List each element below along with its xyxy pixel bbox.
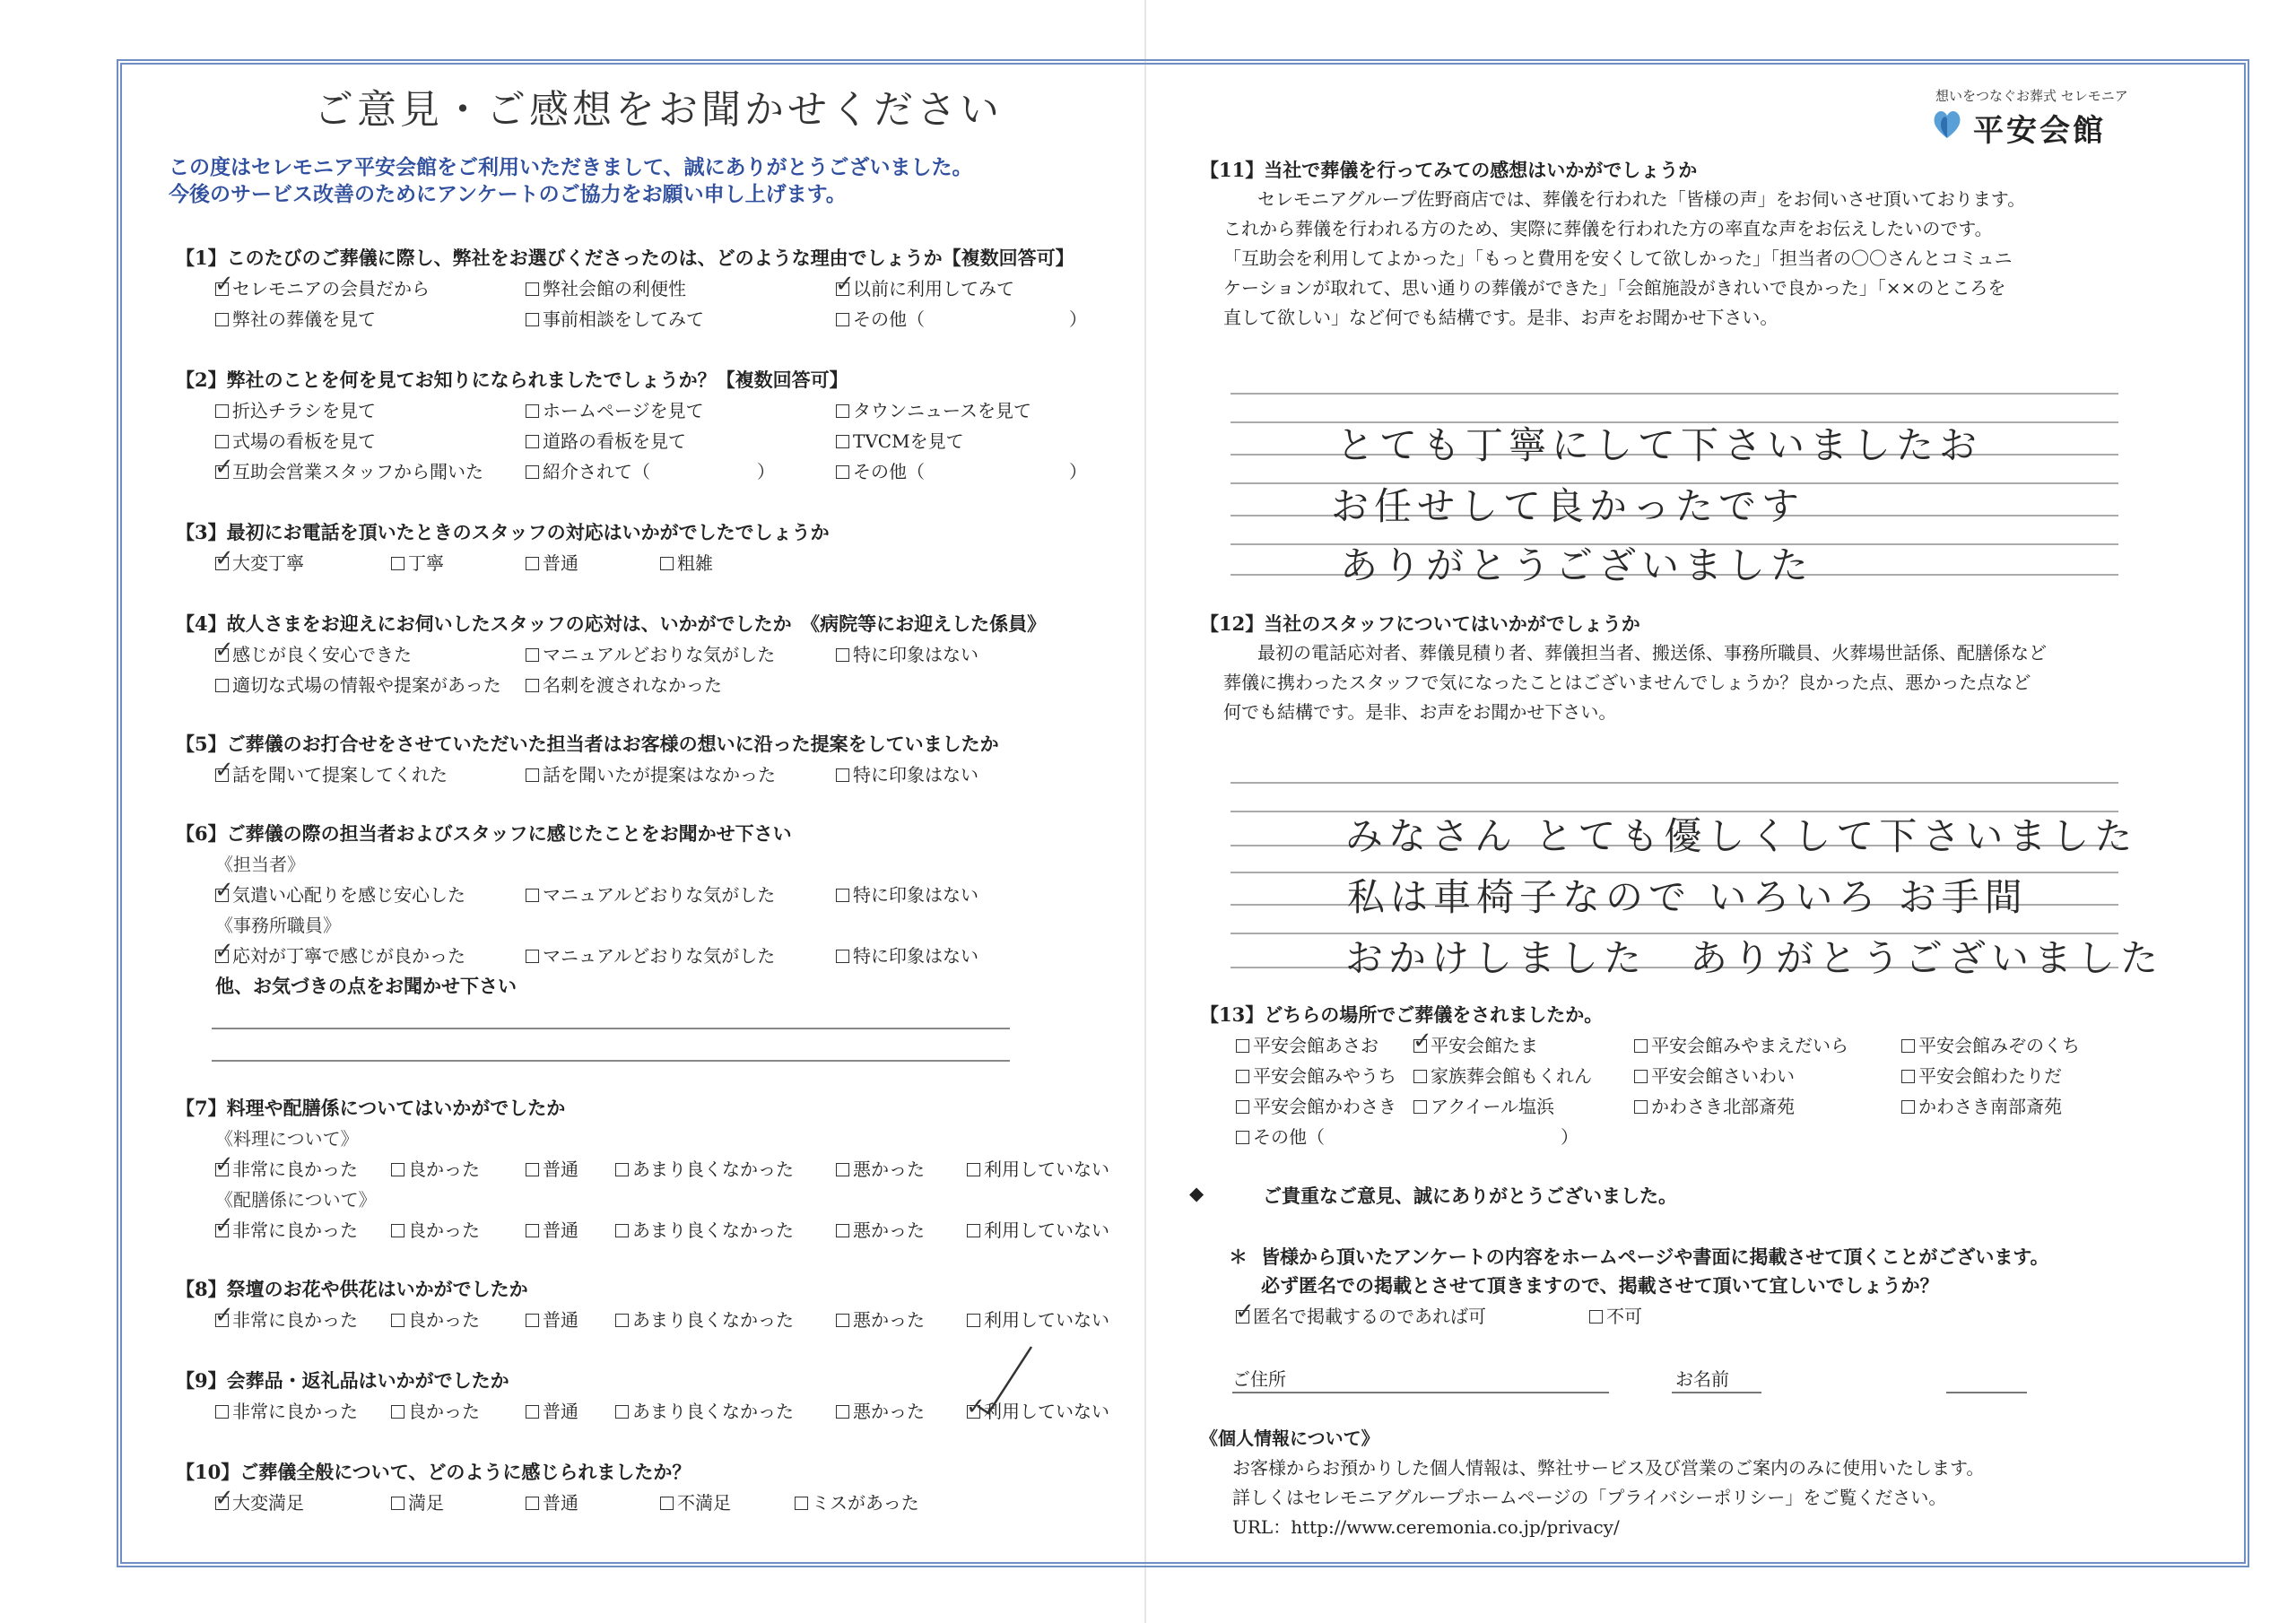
checkbox-icon [1634, 1070, 1648, 1083]
checkbox-icon [526, 889, 539, 902]
q6-opt2-polite[interactable]: ✓応対が丁寧で感じが良かった [215, 942, 465, 968]
checkbox-icon [526, 1405, 539, 1419]
q6-opt2-manual[interactable]: マニュアルどおりな気がした [526, 942, 775, 968]
q6-sub-tanto: 《担当者》 [215, 854, 305, 875]
privacy-line-1: お客様からお預かりした個人情報は、弊社サービス及び営業のご案内のみに使用いたします。 [1232, 1457, 1985, 1479]
checkbox-icon [215, 313, 229, 326]
q7-serve-bad[interactable]: 悪かった [836, 1216, 925, 1242]
q2-opt-town-news[interactable]: タウンニュースを見て [836, 396, 1031, 422]
q10-mistake[interactable]: ミスがあった [795, 1488, 919, 1515]
q1-label: 【1】このたびのご葬儀に際し、弊社をお選びくださったのは、どのような理由でしょうか【複数回答可】 [176, 247, 1074, 269]
q8-very-good[interactable]: ✓非常に良かった [215, 1306, 358, 1332]
q7-food-normal[interactable]: 普通 [526, 1155, 578, 1181]
checkbox-icon [660, 1497, 674, 1510]
page-title: ご意見・ご感想をお聞かせください [314, 87, 1003, 133]
name-line[interactable] [1672, 1392, 1761, 1393]
checked-box-icon [215, 889, 229, 902]
q12-label: 【12】当社のスタッフについてはいかがでしょうか [1200, 612, 1640, 635]
q5-opt-no-proposal[interactable]: 話を聞いたが提案はなかった [526, 760, 776, 786]
q1-opt-consult[interactable]: 事前相談をしてみて [526, 305, 704, 331]
q13-opt-miyamaedaira[interactable]: 平安会館みやまえだいら [1634, 1031, 1848, 1057]
q5-opt-listened[interactable]: ✓話を聞いて提案してくれた [215, 760, 448, 786]
q13-opt-hokubu[interactable]: かわさき北部斎苑 [1634, 1092, 1795, 1118]
q9-label: 【9】会葬品・返礼品はいかがでしたか [176, 1369, 509, 1392]
checkbox-icon [526, 950, 539, 963]
intro-text [169, 154, 973, 208]
checkbox-icon [836, 1224, 849, 1237]
checkbox-icon [615, 1224, 629, 1237]
q8-label: 【8】祭壇のお花や供花はいかがでしたか [176, 1278, 528, 1300]
checkbox-icon [1634, 1039, 1648, 1053]
q7-serve-not-used[interactable]: 利用していない [967, 1216, 1109, 1242]
q9-not-used[interactable]: ✓ 利用していない [967, 1397, 1109, 1423]
q13-opt-accueil[interactable]: アクイール塩浜 [1413, 1092, 1554, 1118]
checkbox-icon [526, 648, 539, 662]
checked-box-icon [215, 282, 229, 296]
checkbox-icon [391, 1163, 404, 1176]
q7-serve-very-good[interactable]: ✓非常に良かった [215, 1216, 358, 1242]
q13-opt-other[interactable]: その他（ [1236, 1123, 1325, 1149]
q2-label: 【2】弊社のことを何を見てお知りになられましたでしょうか？【複数回答可】 [176, 369, 848, 391]
checkbox-icon [660, 557, 674, 570]
q12-answer-line-3[interactable]: おかけしました ありがとうございました [1345, 936, 2164, 980]
q13-opt-saiwai[interactable]: 平安会館さいわい [1634, 1062, 1795, 1088]
q8-good[interactable]: 良かった [391, 1306, 480, 1332]
checkbox-icon [1901, 1039, 1915, 1053]
q13-label: 【13】どちらの場所でご葬儀をされましたか。 [1200, 1003, 1604, 1026]
checkbox-icon [1589, 1310, 1603, 1324]
checkbox-icon [526, 1224, 539, 1237]
q1-opt-saw-funeral[interactable]: 弊社の葬儀を見て [215, 305, 376, 331]
checked-box-icon [215, 950, 229, 963]
q10-normal[interactable]: 普通 [526, 1488, 578, 1515]
checkbox-icon [526, 1163, 539, 1176]
checked-box-icon [215, 465, 229, 479]
checkbox-icon [967, 1314, 980, 1327]
address-line[interactable] [1232, 1392, 1609, 1393]
q11-answer-line-1[interactable]: とても丁寧にして下さいましたお [1336, 423, 1983, 467]
name-line-2[interactable] [1946, 1392, 2027, 1393]
q1-other-close: ） [1069, 308, 1087, 330]
brand-name: 平安会館 [1973, 113, 2106, 149]
q10-unsatisfied[interactable]: 不満足 [660, 1488, 731, 1515]
intro-line-2: 今後のサービス改善のためにアンケートのご協力をお願い申し上げます。 [169, 182, 847, 206]
checkbox-icon [1236, 1100, 1249, 1114]
q6-opt1-no-impression[interactable]: 特に印象はない [836, 881, 978, 907]
checkbox-icon [836, 404, 849, 418]
q9-very-good[interactable]: 非常に良かった [215, 1397, 358, 1423]
checkbox-icon [215, 404, 229, 418]
q7-serve-good[interactable]: 良かった [391, 1216, 480, 1242]
checked-box-icon [1413, 1039, 1427, 1053]
checkbox-icon [1634, 1100, 1648, 1114]
brand-tagline: 想いをつなぐお葬式 セレモニア [1935, 88, 2128, 104]
checked-box-icon [1236, 1310, 1249, 1324]
checkbox-icon [526, 768, 539, 782]
q6-opt1-caring[interactable]: ✓気遣い心配りを感じ安心した [215, 881, 465, 907]
q6-sub-office: 《事務所職員》 [215, 915, 341, 936]
checkbox-icon [836, 465, 849, 479]
q7-food-not-good[interactable]: あまり良くなかった [615, 1155, 794, 1181]
q11-answer-line-2[interactable]: お任せして良かったです [1331, 484, 1805, 528]
q3-label: 【3】最初にお電話を頂いたときのスタッフの対応はいかがでしたでしょうか [176, 521, 830, 543]
q2-opt-homepage[interactable]: ホームページを見て [526, 396, 704, 422]
q2-referral-close: ） [757, 461, 775, 482]
q9-normal[interactable]: 普通 [526, 1397, 578, 1423]
checkbox-icon [391, 1405, 404, 1419]
q4-opt-reassured[interactable]: ✓感じが良く安心できた [215, 640, 412, 666]
checkbox-icon [526, 282, 539, 296]
checked-box-icon [215, 1497, 229, 1510]
privacy-heading: 《個人情報について》 [1200, 1428, 1379, 1449]
q9-bad[interactable]: 悪かった [836, 1397, 925, 1423]
q13-opt-wataruda[interactable]: 平安会館わたりだ [1901, 1062, 2062, 1088]
checkbox-icon [526, 465, 539, 479]
checked-box-icon [215, 1314, 229, 1327]
q1-opt-member[interactable]: ✓セレモニアの会員だから [215, 274, 430, 300]
diamond-icon: ◆ [1189, 1182, 1205, 1204]
q9-not-good[interactable]: あまり良くなかった [615, 1397, 794, 1423]
address-label: ご住所 [1232, 1368, 1286, 1390]
privacy-line-2: 詳しくはセレモニアグループホームページの「プライバシーポリシー」をご覧ください。 [1232, 1487, 1947, 1508]
q2-other-close: ） [1069, 461, 1087, 482]
q6-answer-line-2[interactable] [212, 1060, 1010, 1062]
checkbox-icon [836, 648, 849, 662]
checkbox-icon [836, 1405, 849, 1419]
checked-box-icon [215, 557, 229, 570]
checkbox-icon [526, 1314, 539, 1327]
q8-not-used[interactable]: 利用していない [967, 1306, 1109, 1332]
checkbox-icon [836, 768, 849, 782]
privacy-section [1200, 1424, 1984, 1542]
q9-check-stroke-icon [974, 1341, 1037, 1415]
q12-line-1 [1231, 782, 2118, 784]
q7-sub-serving: 《配膳係について》 [215, 1189, 377, 1211]
q12-answer-line-1[interactable]: みなさん とても優しくして下さいました [1345, 814, 2138, 858]
checkbox-icon [391, 1497, 404, 1510]
q3-opt-normal[interactable]: 普通 [526, 549, 578, 575]
q6-other-label: 他、お気づきの点をお聞かせ下さい [215, 975, 517, 997]
q2-opt-road-sign[interactable]: 道路の看板を見て [526, 427, 686, 453]
checkbox-icon [526, 313, 539, 326]
checked-box-icon [215, 1163, 229, 1176]
q4-opt-no-impression[interactable]: 特に印象はない [836, 640, 978, 666]
q3-opt-very-polite[interactable]: ✓大変丁寧 [215, 549, 304, 575]
checked-box-icon [215, 1224, 229, 1237]
q13-opt-mokuren[interactable]: 家族葬会館もくれん [1413, 1062, 1592, 1088]
checkbox-icon [1236, 1131, 1249, 1144]
checkbox-icon [1901, 1070, 1915, 1083]
q7-label: 【7】料理や配膳係についてはいかがでしたか [176, 1097, 566, 1119]
checkbox-icon [526, 404, 539, 418]
checkbox-icon [1236, 1070, 1249, 1083]
q5-opt-no-impression[interactable]: 特に印象はない [836, 760, 978, 786]
q7-food-not-used[interactable]: 利用していない [967, 1155, 1109, 1181]
checkbox-icon [836, 313, 849, 326]
checkbox-icon [836, 889, 849, 902]
q9-good[interactable]: 良かった [391, 1397, 480, 1423]
q7-food-good[interactable]: 良かった [391, 1155, 480, 1181]
checkbox-icon [615, 1314, 629, 1327]
checkbox-icon [1413, 1100, 1427, 1114]
q1-opt-previous[interactable]: ✓ 以前に利用してみて [836, 274, 1014, 300]
checkbox-icon [215, 435, 229, 448]
q7-food-very-good[interactable]: ✓非常に良かった [215, 1155, 358, 1181]
checkbox-icon [526, 557, 539, 570]
q2-opt-tvcm[interactable]: TVCMを見て [836, 427, 964, 453]
q6-opt2-no-impression[interactable]: 特に印象はない [836, 942, 978, 968]
checkbox-icon [391, 1224, 404, 1237]
privacy-url[interactable]: URL：http://www.ceremonia.co.jp/privacy/ [1232, 1516, 1620, 1538]
checkbox-icon [836, 435, 849, 448]
q2-opt-staff[interactable]: ✓互助会営業スタッフから聞いた [215, 457, 483, 483]
q10-satisfied[interactable]: 満足 [391, 1488, 444, 1515]
checkbox-icon [1413, 1070, 1427, 1083]
q8-not-good[interactable]: あまり良くなかった [615, 1306, 794, 1332]
q7-serve-normal[interactable]: 普通 [526, 1216, 578, 1242]
q2-opt-flyer[interactable]: 折込チラシを見て [215, 396, 376, 422]
q1-opt-convenience[interactable]: 弊社会館の利便性 [526, 274, 686, 300]
q10-label: 【10】ご葬儀全般について、どのように感じられましたか？ [176, 1461, 691, 1483]
q2-opt-other[interactable]: その他（ [836, 457, 925, 483]
q6-label: 【6】ご葬儀の際の担当者およびスタッフに感じたことをお聞かせ下さい [176, 822, 792, 845]
q2-opt-venue-sign[interactable]: 式場の看板を見て [215, 427, 376, 453]
q3-opt-rough[interactable]: 粗雑 [660, 549, 713, 575]
q2-opt-referral[interactable]: 紹介されて（ [526, 457, 650, 483]
checkbox-icon [967, 1224, 980, 1237]
heart-logo-icon [1932, 108, 1962, 140]
q6-opt1-manual[interactable]: マニュアルどおりな気がした [526, 881, 775, 907]
q13-opt-miyauchi[interactable]: 平安会館みやうち [1236, 1062, 1396, 1088]
checkbox-icon [391, 1314, 404, 1327]
q4-opt-no-card[interactable]: 名刺を渡されなかった [526, 671, 722, 697]
q12-description: 最初の電話応対者、葬儀見積り者、葬儀担当者、搬送係、事務所職員、火葬場世話係、配膳係など 葬儀に携わったスタッフで気になったことはございませんでしょうか？良かった点、悪かった点など 何でも結構です。是非、お声をお聞かせ下さい。 [1223, 642, 2047, 723]
checkbox-icon [836, 950, 849, 963]
checkbox-icon [215, 1405, 229, 1419]
q7-serve-not-good[interactable]: あまり良くなかった [615, 1216, 794, 1242]
checkbox-icon [615, 1163, 629, 1176]
q8-bad[interactable]: 悪かった [836, 1306, 925, 1332]
q5-label: 【5】ご葬儀のお打合せをさせていただいた担当者はお客様の想いに沿った提案をしていましたか [176, 733, 999, 755]
closing-note-2: 必ず匿名での掲載とさせて頂きますので、掲載させて頂いて宜しいでしょうか？ [1261, 1274, 1939, 1297]
q7-food-bad[interactable]: 悪かった [836, 1155, 925, 1181]
checkbox-icon [526, 435, 539, 448]
q13-opt-asao[interactable]: 平安会館あさお [1236, 1031, 1378, 1057]
checkbox-icon [836, 1314, 849, 1327]
q13-opt-tama[interactable]: ✓ 平安会館たま [1413, 1031, 1538, 1057]
checkbox-icon [526, 1497, 539, 1510]
q13-opt-mizonokuchi[interactable]: 平安会館みぞのくち [1901, 1031, 2080, 1057]
checked-box-icon [836, 282, 849, 296]
checkbox-icon [215, 679, 229, 692]
q11-description: セレモニアグループ佐野商店では、葬儀を行われた「皆様の声」をお伺いさせ頂いております。 これから葬儀を行われる方のため、実際に葬儀を行われた方の率直な声をお伝えしたいのです。 「互助会を利用してよかった」「もっと費用を安くして欲しかった」「担当者の〇〇さんとコミュニ ケーションが取れて、思い通りの葬儀ができた」「会館施設がきれいで良かった」「××のところを 直して欲しい」など何でも結構です。是非、お声をお聞かせ下さい。 [1223, 188, 2026, 328]
q11-line-1 [1231, 393, 2118, 395]
closing-thanks: ご貴重なご意見、誠にありがとうございました。 [1263, 1185, 1677, 1207]
checkbox-icon [836, 1163, 849, 1176]
q10-very-satisfied[interactable]: ✓大変満足 [215, 1488, 304, 1515]
checkbox-icon [391, 557, 404, 570]
q1-opt-other[interactable]: その他（ [836, 305, 925, 331]
checkbox-icon [1901, 1100, 1915, 1114]
q3-opt-polite[interactable]: 丁寧 [391, 549, 444, 575]
publish-yes-option[interactable]: ✓匿名で掲載するのであれば可 [1236, 1302, 1486, 1328]
q4-opt-manual[interactable]: マニュアルどおりな気がした [526, 640, 775, 666]
q11-answer-line-3[interactable]: ありがとうございました [1340, 543, 1814, 587]
intro-line-1: この度はセレモニア平安会館をご利用いただきまして、誠にありがとうございました。 [169, 155, 973, 179]
checkbox-icon [1236, 1039, 1249, 1053]
name-label: お名前 [1675, 1368, 1729, 1390]
closing-note-1: 皆様から頂いたアンケートの内容をホームページや書面に掲載させて頂くことがございます。 [1261, 1245, 2049, 1268]
checkbox-icon [526, 679, 539, 692]
q4-opt-proposal[interactable]: 適切な式場の情報や提案があった [215, 671, 501, 697]
checked-box-icon [215, 648, 229, 662]
checkbox-icon [615, 1405, 629, 1419]
q13-opt-nanbu[interactable]: かわさき南部斎苑 [1901, 1092, 2062, 1118]
publish-no-option[interactable]: 不可 [1589, 1302, 1642, 1328]
q8-normal[interactable]: 普通 [526, 1306, 578, 1332]
checkbox-icon [967, 1163, 980, 1176]
checked-box-icon [215, 768, 229, 782]
q4-label: 【4】故人さまをお迎えにお伺いしたスタッフの応対は、いかがでしたか 《病院等にお迎えした係員》 [176, 612, 1047, 635]
q13-opt-kawasaki[interactable]: 平安会館かわさき [1236, 1092, 1396, 1118]
q6-answer-line-1[interactable] [212, 1028, 1010, 1029]
checkbox-icon [795, 1497, 808, 1510]
q11-label: 【11】当社で葬儀を行ってみての感想はいかがでしょうか [1200, 159, 1698, 181]
q12-answer-line-2[interactable]: 私は車椅子なので いろいろ お手間 [1347, 875, 2028, 919]
q7-sub-food: 《料理について》 [215, 1128, 359, 1150]
q13-other-close: ） [1561, 1126, 1578, 1148]
asterisk-icon: ＊ [1229, 1245, 1248, 1268]
